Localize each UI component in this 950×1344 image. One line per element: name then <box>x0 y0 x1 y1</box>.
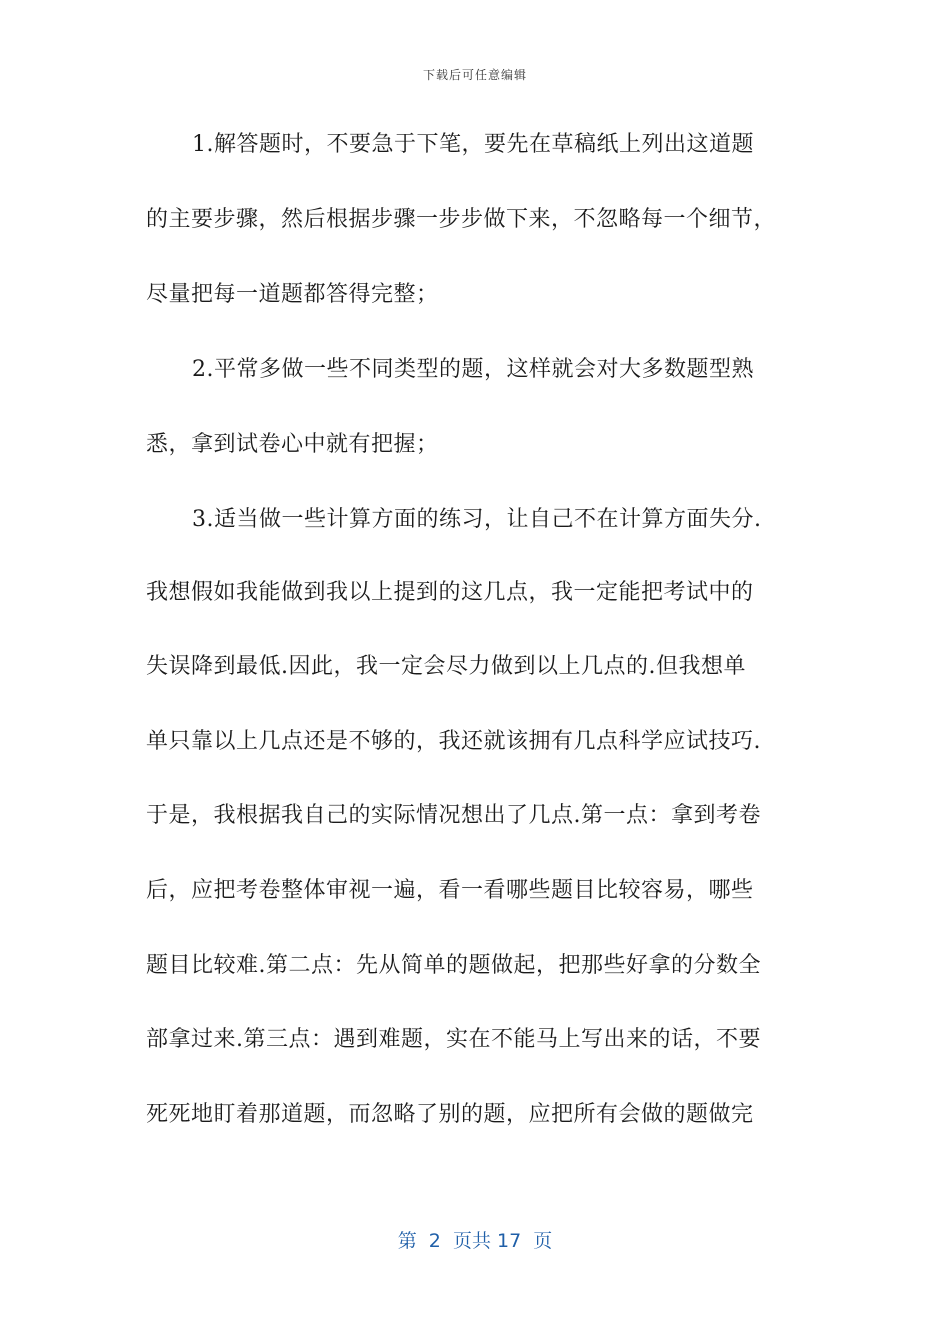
page-header-note: 下载后可任意编辑 <box>422 68 527 82</box>
paragraph-line: 尽量把每一道题都答得完整； <box>146 282 439 307</box>
paragraph-line: 2.平常多做一些不同类型的题，这样就会对大多数题型熟 <box>192 357 754 382</box>
paragraph-line: 我想假如我能做到我以上提到的这几点，我一定能把考试中的 <box>146 580 754 605</box>
paragraph-line: 1.解答题时，不要急于下笔，要先在草稿纸上列出这道题 <box>192 132 754 157</box>
paragraph-line: 题目比较难.第二点：先从简单的题做起，把那些好拿的分数全 <box>146 953 761 978</box>
page-number: 第 2 页共 17 页 <box>397 1230 553 1252</box>
paragraph-line: 死死地盯着那道题，而忽略了别的题，应把所有会做的题做完 <box>146 1102 754 1127</box>
paragraph-line: 于是，我根据我自己的实际情况想出了几点.第一点：拿到考卷 <box>146 803 761 828</box>
paragraph-line: 的主要步骤，然后根据步骤一步步做下来，不忽略每一个细节， <box>146 207 777 232</box>
paragraph-line: 失误降到最低.因此，我一定会尽力做到以上几点的.但我想单 <box>146 654 746 679</box>
paragraph-line: 部拿过来.第三点：遇到难题，实在不能马上写出来的话，不要 <box>146 1027 761 1052</box>
paragraph-line: 单只靠以上几点还是不够的，我还就该拥有几点科学应试技巧. <box>146 729 761 754</box>
paragraph-line: 后，应把考卷整体审视一遍，看一看哪些题目比较容易，哪些 <box>146 878 754 903</box>
paragraph-line: 3.适当做一些计算方面的练习，让自己不在计算方面失分. <box>192 507 762 532</box>
paragraph-line: 悉，拿到试卷心中就有把握； <box>146 432 439 457</box>
